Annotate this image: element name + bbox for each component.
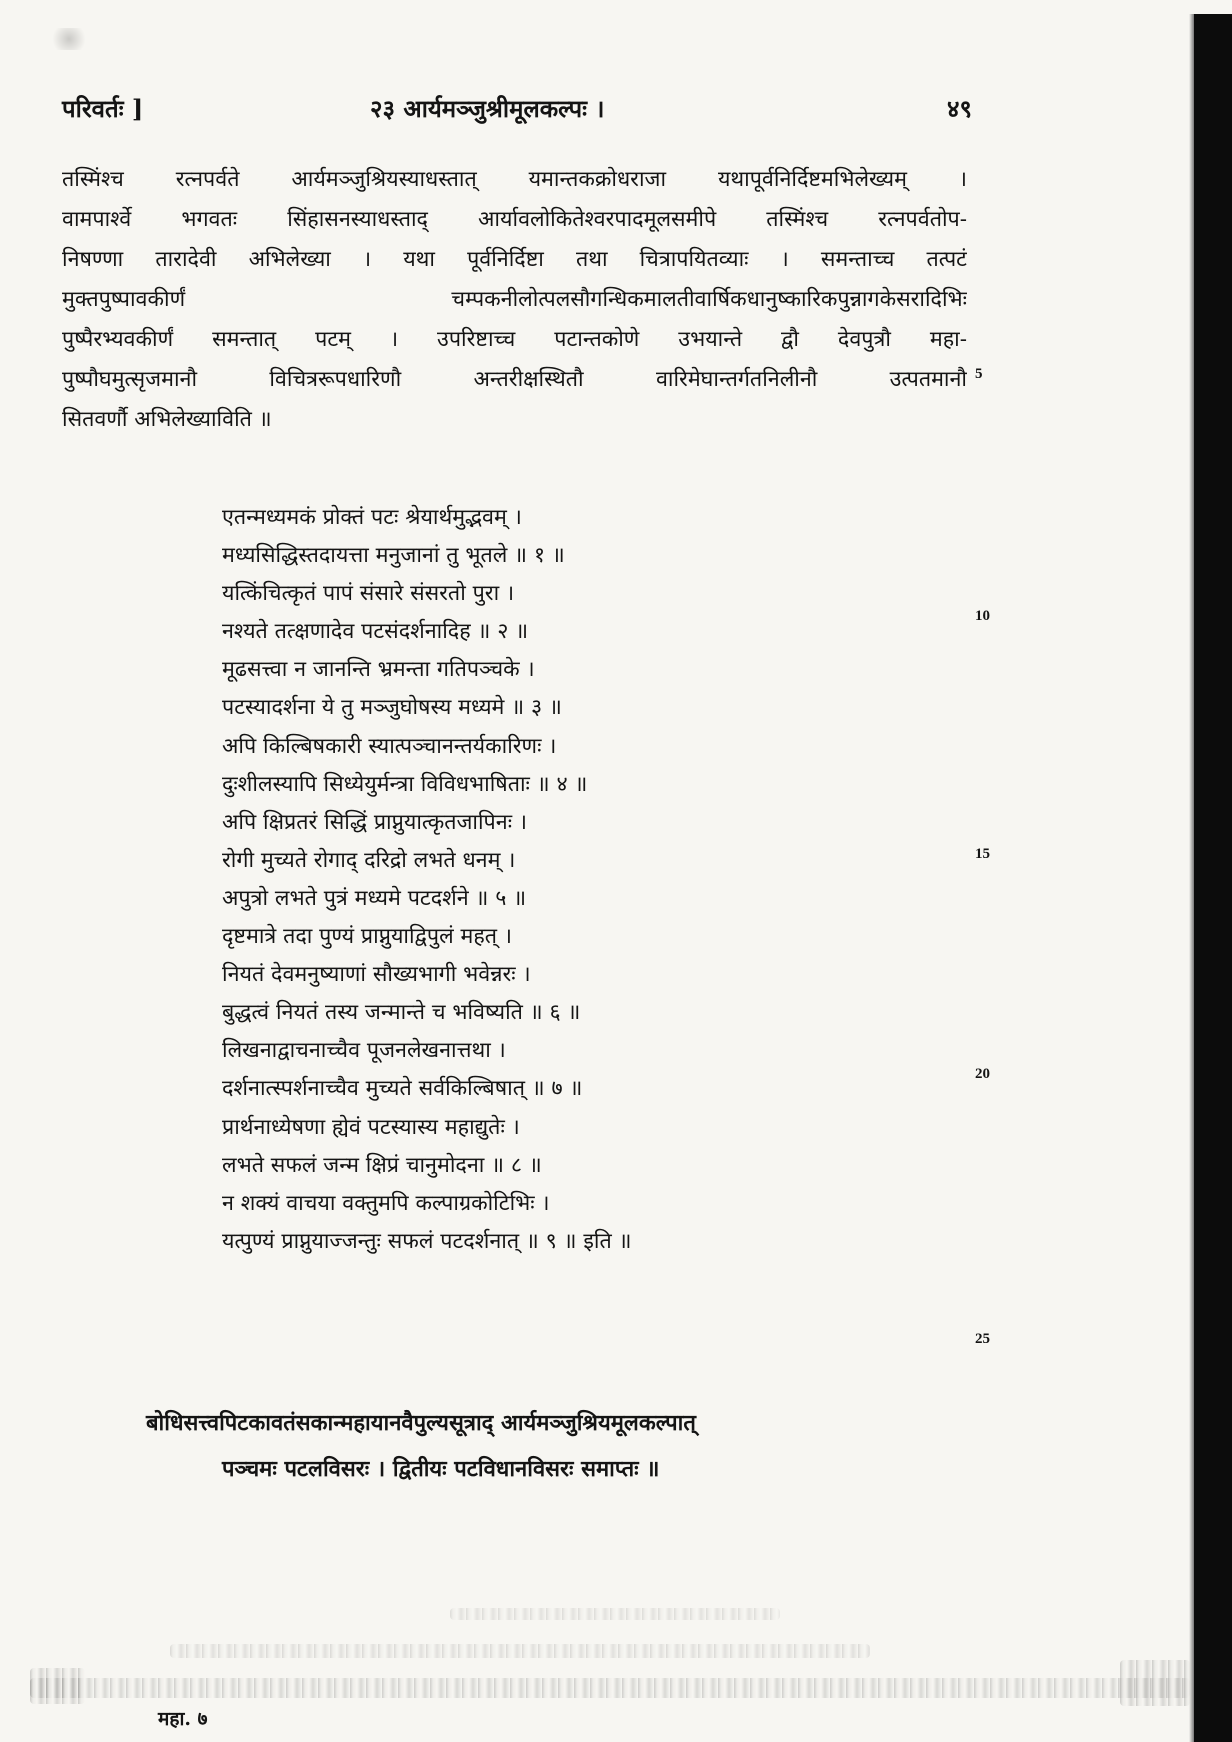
prose-line: निषण्णा तारादेवी अभिलेख्या । यथा पूर्वनिर्दिष्टा तथा चित्रापयितव्याः । समन्ताच्च तत्पटं [62, 247, 967, 272]
verse-line: मूढसत्त्वा न जानन्ति भ्रमन्ता गतिपञ्चके । [222, 657, 535, 683]
header-title: २३ आर्यमञ्जुश्रीमूलकल्पः । [370, 94, 605, 123]
verse-line: रोगी मुच्यते रोगाद् दरिद्रो लभते धनम् । [222, 847, 516, 873]
verse-line: न शक्यं वाचया वक्तुमपि कल्पाग्रकोटिभिः । [222, 1190, 550, 1216]
noise-band [30, 1678, 1190, 1698]
verse-line: यत्पुण्यं प्राप्नुयाज्जन्तुः सफलं पटदर्शनात् ॥ ९ ॥ इति ॥ [222, 1228, 632, 1254]
line-number: 20 [975, 1066, 990, 1082]
verse-line: अपुत्रो लभते पुत्रं मध्यमे पटदर्शने ॥ ५ ॥ [222, 885, 527, 911]
prose-line: सितवर्णौ अभिलेख्याविति ॥ [62, 407, 272, 432]
verse-line: यत्किंचित्कृतं पापं संसारे संसरतो पुरा । [222, 581, 515, 607]
verse-block [222, 499, 942, 1261]
verse-line: दृष्टमात्रे तदा पुण्यं प्राप्नुयाद्विपुलं महत् । [222, 924, 513, 950]
verse-line: नियतं देवमनुष्याणां सौख्यभागी भवेन्नरः । [222, 962, 531, 988]
verse-line: प्रार्थनाध्येषणा ह्येवं पटस्यास्य महाद्युतेः । [222, 1114, 520, 1140]
verse-line: दर्शनात्स्पर्शनाच्चैव मुच्यते सर्वकिल्बिषात् ॥ ७ ॥ [222, 1076, 583, 1102]
colophon-line: पञ्चमः पटलविसरः । द्वितीयः पटविधानविसरः समाप्तः ॥ [222, 1456, 660, 1482]
verse-line: पटस्यादर्शना ये तु मञ्जुघोषस्य मध्यमे ॥ ३ ॥ [222, 695, 562, 721]
noise-band [30, 1668, 85, 1704]
scan-speck [48, 28, 90, 50]
line-number: 5 [975, 366, 983, 382]
book-spine [1194, 14, 1232, 1742]
running-header [62, 92, 972, 132]
noise-band [1120, 1660, 1190, 1706]
verse-line: मध्यसिद्धिस्तदायत्ता मनुजानां तु भूतले ॥ १ ॥ [222, 543, 565, 569]
verse-line: अपि क्षिप्रतरं सिद्धिं प्राप्नुयात्कृतजापिनः । [222, 809, 528, 835]
verse-line: बुद्धत्वं नियतं तस्य जन्मान्ते च भविष्यति ॥ ६ ॥ [222, 1000, 581, 1026]
verse-line: दुःशीलस्यापि सिध्येयुर्मन्त्रा विविधभाषिताः ॥ ४ ॥ [222, 771, 588, 797]
prose-line: तस्मिंश्च रत्नपर्वते आर्यमञ्जुश्रियस्याधस्तात् यमान्तकक्रोधराजा यथापूर्वनिर्दिष्टमभिलेख्यम् । [62, 167, 967, 192]
verse-line: लभते सफलं जन्म क्षिप्रं चानुमोदना ॥ ८ ॥ [222, 1152, 542, 1178]
verse-line: नश्यते तत्क्षणादेव पटसंदर्शनादिह ॥ २ ॥ [222, 619, 529, 645]
verse-line: लिखनाद्वाचनाच्चैव पूजनलेखनात्तथा । [222, 1038, 506, 1064]
line-number: 10 [975, 608, 990, 624]
colophon-line: बोधिसत्त्वपिटकावतंसकान्महायानवैपुल्यसूत्राद् आर्यमञ्जुश्रियमूलकल्पात् [146, 1410, 696, 1436]
bleed-through-noise [30, 1600, 1190, 1710]
signature-mark: महा. ७ [158, 1708, 208, 1730]
page-number: ४९ [947, 94, 972, 123]
prose-paragraph [62, 160, 967, 440]
prose-line: वामपार्श्वे भगवतः सिंहासनस्याधस्ताद् आर्यावलोकितेश्वरपादमूलसमीपे तस्मिंश्च रत्नपर्वतोप- [62, 207, 967, 232]
verse-line: एतन्मध्यमकं प्रोक्तं पटः श्रेयार्थमुद्भवम् । [222, 505, 522, 530]
line-number: 25 [975, 1331, 990, 1347]
prose-line: पुष्पैरभ्यवकीर्णं समन्तात् पटम् । उपरिष्टाच्च पटान्तकोणे उभयान्ते द्वौ देवपुत्रौ महा- [62, 327, 967, 352]
prose-line: पुष्पौघमुत्सृजमानौ विचित्ररूपधारिणौ अन्तरीक्षस्थितौ वारिमेघान्तर्गतनिलीनौ उत्पतमानौ [62, 367, 967, 392]
header-chapter: परिवर्तः ] [62, 94, 144, 123]
verse-line: अपि किल्बिषकारी स्यात्पञ्चानन्तर्यकारिणः । [222, 733, 557, 759]
prose-line: मुक्तपुष्पावकीर्णं चम्पकनीलोत्पलसौगन्धिकमालतीवार्षिकधानुष्कारिकपुन्नागकेसरादिभिः [62, 287, 967, 312]
noise-band [170, 1644, 870, 1658]
line-number: 15 [975, 846, 990, 862]
noise-band [450, 1608, 780, 1620]
